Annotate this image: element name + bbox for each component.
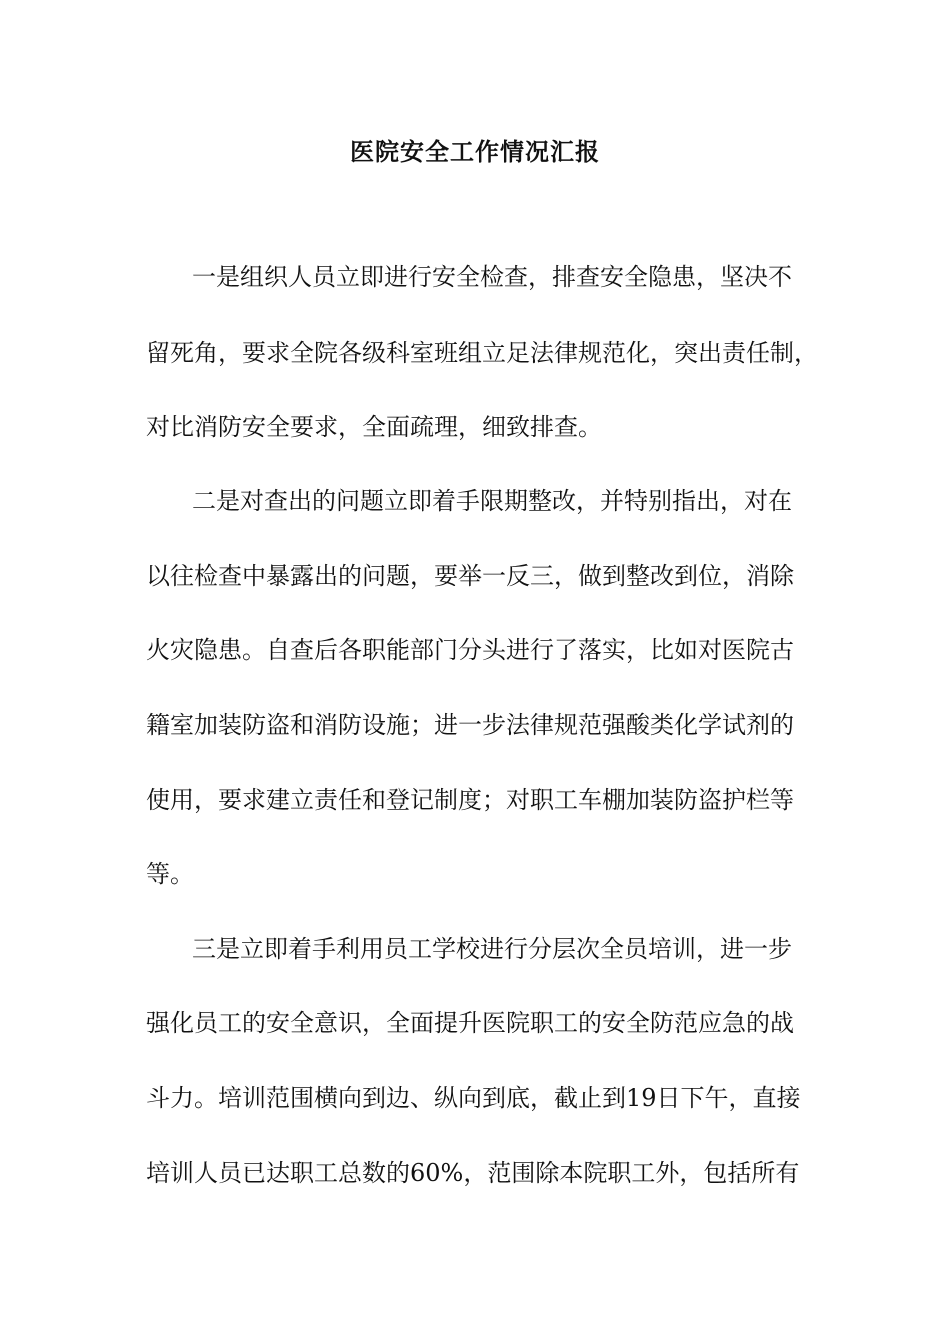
paragraph-line: 留死角，要求全院各级科室班组立足法律规范化，突出责任制， xyxy=(146,339,818,367)
paragraph-line: 使用，要求建立责任和登记制度；对职工车棚加装防盗护栏等 xyxy=(146,786,794,814)
paragraph-line: 斗力。培训范围横向到边、纵向到底，截止到19日下午，直接 xyxy=(146,1084,801,1112)
document-title: 医院安全工作情况汇报 xyxy=(350,137,600,166)
paragraph-line: 籍室加装防盗和消防设施；进一步法律规范强酸类化学试剂的 xyxy=(146,711,794,739)
paragraph-line: 强化员工的安全意识，全面提升医院职工的安全防范应急的战 xyxy=(146,1009,794,1037)
paragraph-line: 火灾隐患。自查后各职能部门分头进行了落实，比如对医院古 xyxy=(146,636,794,664)
paragraph-line: 等。 xyxy=(146,860,194,888)
paragraph-line: 以往检查中暴露出的问题，要举一反三，做到整改到位，消除 xyxy=(146,562,794,590)
paragraph-line: 一是组织人员立即进行安全检查，排查安全隐患，坚决不 xyxy=(192,263,792,291)
paragraph-line: 二是对查出的问题立即着手限期整改，并特别指出，对在 xyxy=(192,487,792,515)
paragraph-line: 三是立即着手利用员工学校进行分层次全员培训，进一步 xyxy=(192,935,792,963)
paragraph-line: 对比消防安全要求，全面疏理，细致排查。 xyxy=(146,413,602,441)
paragraph-line: 培训人员已达职工总数的60%，范围除本院职工外，包括所有 xyxy=(146,1159,800,1187)
